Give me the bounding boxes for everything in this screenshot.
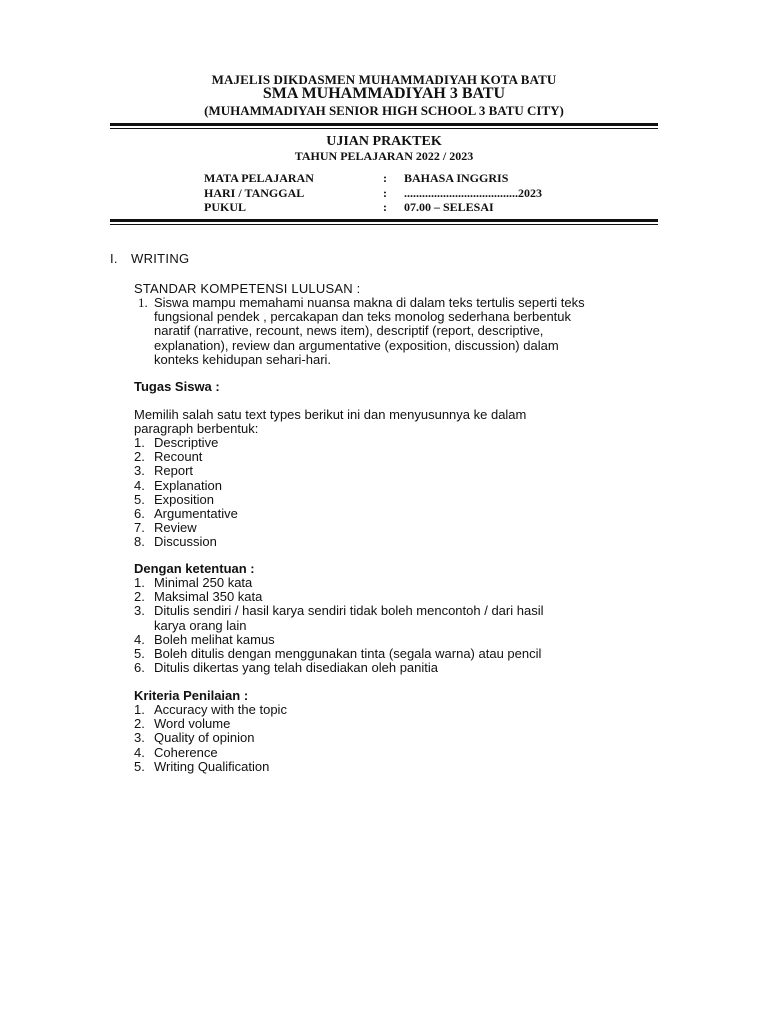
list-text: Review — [154, 520, 197, 536]
list-number: 6. — [134, 660, 145, 676]
list-text: Exposition — [154, 491, 214, 507]
list-number: 1. — [134, 702, 145, 717]
list-number: 3. — [134, 603, 145, 619]
list-item — [134, 760, 654, 774]
info-colon: : — [383, 185, 387, 200]
section-heading — [110, 252, 189, 266]
skl-line: Siswa mampu memahami nuansa makna di dalam teks tertulis seperti teks — [154, 295, 585, 310]
skl-line: explanation), review dan argumentative (exposition, discussion) dalam — [154, 337, 559, 353]
exam-academic-year: TAHUN PELAJARAN 2022 / 2023 — [294, 149, 474, 163]
list-item — [134, 633, 624, 647]
list-item — [134, 746, 654, 760]
list-number: 2. — [134, 716, 145, 732]
list-text: Discussion — [154, 534, 217, 550]
list-text: karya orang lain — [154, 617, 247, 633]
intro-line: Memilih salah satu text types berikut ini dan menyusunnya ke dalam — [134, 407, 527, 422]
intro-line: paragraph berbentuk: — [134, 421, 259, 437]
list-number: 4. — [134, 744, 145, 760]
list-item — [134, 576, 624, 590]
header-school-english: (MUHAMMADIYAH SENIOR HIGH SCHOOL 3 BATU CITY) — [204, 103, 564, 118]
info-divider-thick — [110, 219, 658, 222]
list-item — [134, 590, 624, 604]
list-item — [134, 521, 654, 535]
list-number: 5. — [134, 758, 145, 774]
info-divider-thin — [110, 224, 658, 225]
list-marker: 1. — [138, 295, 148, 310]
header-divider-thin — [110, 128, 658, 129]
ketentuan-list — [134, 576, 624, 675]
tugas-heading: Tugas Siswa : — [134, 379, 220, 394]
kriteria-list — [134, 703, 654, 774]
list-item — [134, 464, 654, 478]
list-item — [134, 479, 654, 493]
info-colon: : — [383, 171, 387, 185]
info-value: ......................................2023 — [404, 185, 542, 200]
skl-heading: STANDAR KOMPETENSI LULUSAN : — [134, 281, 361, 296]
list-text: Descriptive — [154, 435, 219, 450]
list-number: 3. — [134, 730, 145, 746]
list-text: Report — [154, 463, 194, 479]
skl-line: fungsional pendek , percakapan dan teks monolog sederhana berbentuk — [154, 309, 572, 325]
list-text: Word volume — [154, 716, 231, 732]
header-organization: MAJELIS DIKDASMEN MUHAMMADIYAH KOTA BATU — [211, 72, 557, 87]
list-item — [134, 717, 654, 731]
ketentuan-heading: Dengan ketentuan : — [134, 561, 255, 576]
section-title: WRITING — [131, 251, 190, 266]
list-text: Recount — [154, 449, 203, 465]
list-text: Writing Qualification — [154, 758, 270, 774]
list-number: 2. — [134, 589, 145, 605]
list-item — [134, 731, 654, 745]
list-number: 1. — [134, 435, 145, 450]
list-number: 4. — [134, 631, 145, 647]
list-number: 7. — [134, 520, 145, 536]
kriteria-heading: Kriteria Penilaian : — [134, 688, 249, 703]
skl-line: konteks kehidupan sehari-hari. — [154, 351, 332, 367]
header-school-name: SMA MUHAMMADIYAH 3 BATU — [262, 85, 506, 102]
list-item — [134, 296, 654, 367]
list-number: 6. — [134, 506, 145, 522]
list-item — [134, 535, 654, 549]
list-text: Maksimal 350 kata — [154, 589, 263, 605]
list-text: Boleh melihat kamus — [154, 631, 275, 647]
tugas-intro — [134, 408, 604, 436]
list-text: Accuracy with the topic — [154, 702, 287, 717]
list-text: Quality of opinion — [154, 730, 255, 746]
exam-title: UJIAN PRAKTEK — [326, 134, 442, 149]
list-text: Boleh ditulis dengan menggunakan tinta (segala warna) atau pencil — [154, 646, 542, 662]
list-item — [134, 661, 624, 675]
skl-line: naratif (narrative, recount, news item), descriptif (report, descriptive, — [154, 323, 544, 339]
info-value: BAHASA INGGRIS — [404, 171, 509, 185]
info-label: PUKUL — [204, 200, 246, 214]
list-item — [134, 604, 624, 632]
list-number: 5. — [134, 491, 145, 507]
info-label: HARI / TANGGAL — [204, 185, 305, 200]
list-item — [134, 436, 654, 450]
list-number: 8. — [134, 534, 145, 550]
info-colon: : — [383, 200, 387, 214]
list-number: 4. — [134, 477, 145, 493]
header-divider-thick — [110, 123, 658, 126]
list-text: Minimal 250 kata — [154, 575, 253, 590]
list-text: Argumentative — [154, 506, 238, 522]
list-text: Ditulis dikertas yang telah disediakan oleh panitia — [154, 660, 439, 676]
list-text: Ditulis sendiri / hasil karya sendiri tidak boleh mencontoh / dari hasil — [154, 603, 544, 619]
list-text: Coherence — [154, 744, 218, 760]
list-text: Explanation — [154, 477, 222, 493]
list-number: 3. — [134, 463, 145, 479]
list-item — [134, 647, 624, 661]
list-item — [134, 507, 654, 521]
skl-list — [134, 296, 654, 367]
section-number: I. — [110, 251, 118, 266]
info-value: 07.00 – SELESAI — [404, 200, 494, 214]
list-number: 1. — [134, 575, 145, 590]
list-item — [134, 450, 654, 464]
info-label: MATA PELAJARAN — [204, 171, 314, 185]
list-number: 2. — [134, 449, 145, 465]
list-item — [134, 703, 654, 717]
text-types-list — [134, 436, 654, 550]
list-item — [134, 493, 654, 507]
list-number: 5. — [134, 646, 145, 662]
